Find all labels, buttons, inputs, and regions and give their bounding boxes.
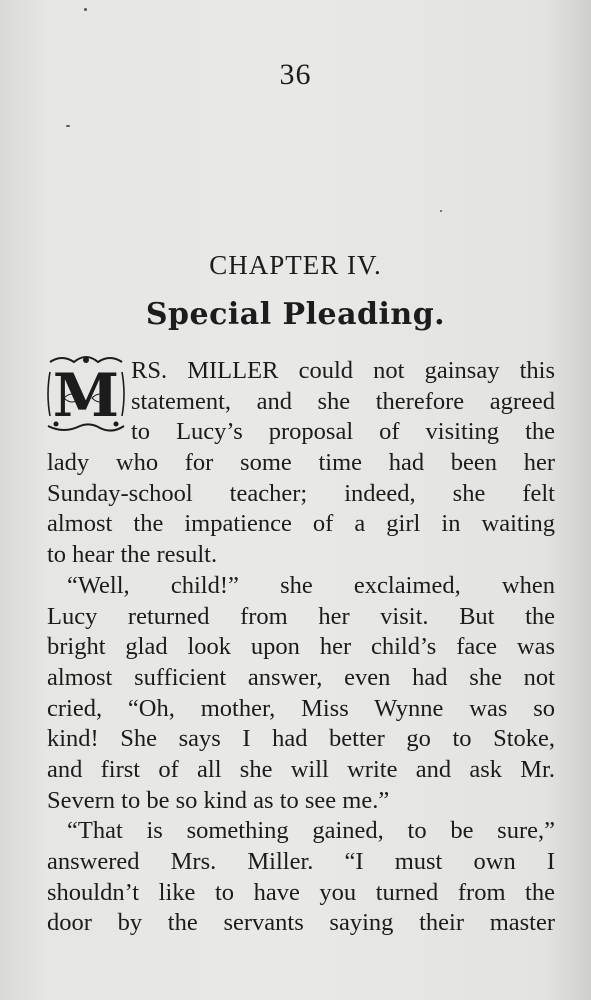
text-line: almost sufficient answer, even had she not: [47, 663, 555, 691]
chapter-subtitle: Special Pleading.: [145, 297, 446, 332]
text-line: “That is something gained, to be sure,”: [67, 817, 555, 845]
chapter-body: [47, 356, 555, 939]
paper-speck: [440, 210, 442, 212]
text-line: to hear the result.: [47, 541, 218, 569]
text-line: and first of all she will write and ask Mr.: [47, 755, 555, 783]
chapter-title: CHAPTER IV.: [209, 250, 382, 280]
text-line: Lucy returned from her visit. But the: [47, 602, 555, 630]
text-line: almost the impatience of a girl in waiting: [47, 510, 555, 538]
text-line: bright glad look upon her child’s face was: [47, 633, 555, 661]
text-line: to Lucy’s proposal of visiting the: [131, 418, 555, 446]
text-line: kind! She says I had better go to Stoke,: [47, 725, 555, 753]
text-line: answered Mrs. Miller. “I must own I: [47, 848, 555, 875]
text-line: Sunday-school teacher; indeed, she felt: [47, 479, 555, 507]
svg-text:M: M: [52, 361, 120, 431]
text-line: Severn to be so kind as to see me.”: [47, 786, 390, 814]
text-line: RS. MILLER could not gainsay this: [131, 357, 555, 384]
paper-speck: [66, 125, 70, 127]
text-line: statement, and she therefore agreed: [131, 387, 555, 415]
paper-speck: [84, 8, 87, 11]
text-line: lady who for some time had been her: [47, 449, 555, 477]
text-line: cried, “Oh, mother, Miss Wynne was so: [47, 694, 555, 722]
text-line: shouldn’t like to have you turned from the: [47, 878, 555, 906]
page-number: 36: [279, 58, 312, 91]
text-line: “Well, child!” she exclaimed, when: [67, 571, 555, 599]
text-line: door by the servants saying their master: [47, 909, 555, 937]
